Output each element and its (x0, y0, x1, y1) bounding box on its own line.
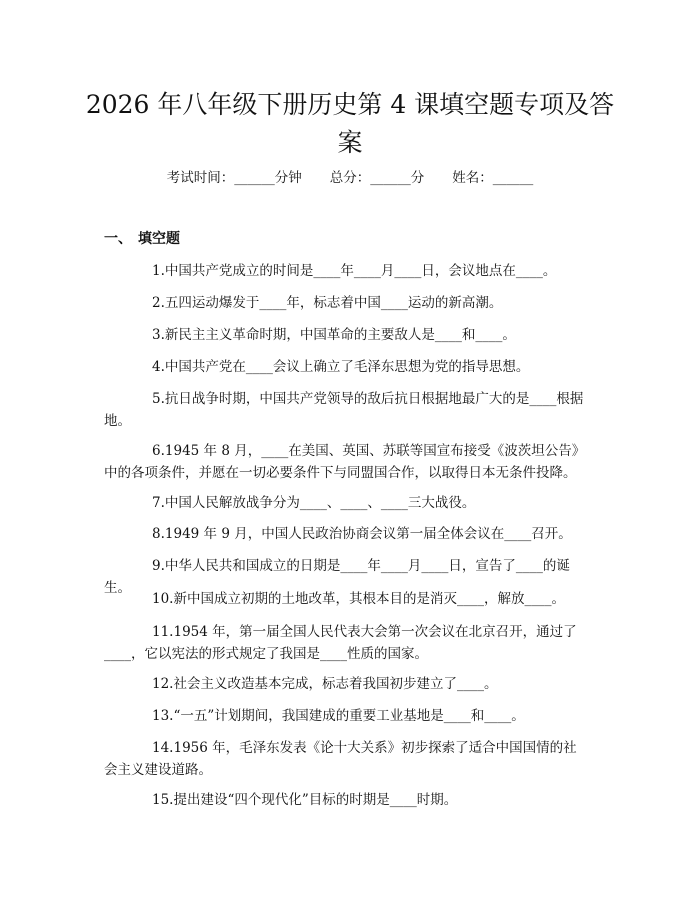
exam-meta-line (0, 168, 700, 188)
document-title: 2026 年八年级下册历史第 4 课填空题专项及答案 (85, 90, 615, 157)
total-score-field: 总分：______分 (329, 170, 425, 186)
question-item (104, 588, 590, 610)
question-text: 1954 年，第一届全国人民代表大会第一次会议在北京召开，通过了____，它以宪法的形式规定了我国是____性质的国家。 (104, 624, 577, 662)
question-text: 抗日战争时期，中国共产党领导的敌后抗日根据地最广大的是____根据地。 (104, 391, 584, 429)
question-number: 5. (152, 391, 165, 407)
question-number: 11. (152, 624, 174, 640)
question-number: 6. (152, 443, 165, 459)
question-text: “一五”计划期间，我国建成的重要工业基地是____和____。 (173, 708, 525, 724)
question-text: 新民主主义革命时期，中国革命的主要敌人是____和____。 (164, 327, 516, 343)
question-item (104, 440, 590, 484)
question-item (104, 324, 590, 346)
question-number: 15. (152, 792, 174, 808)
section-number: 一、 (104, 231, 132, 247)
question-number: 9. (152, 558, 165, 574)
question-text: 提出建设“四个现代化”目标的时期是____时期。 (173, 792, 458, 808)
question-item (104, 292, 590, 314)
section-heading (104, 229, 180, 249)
question-text: 1949 年 9 月，中国人民政治协商会议第一届全体会议在____召开。 (164, 526, 572, 542)
question-number: 10. (152, 591, 174, 607)
question-text: 社会主义改造基本完成，标志着我国初步建立了____。 (173, 676, 498, 692)
question-item (104, 523, 590, 545)
question-text: 中国共产党在____会议上确立了毛泽东思想为党的指导思想。 (164, 359, 530, 375)
question-text: 五四运动爆发于____年，标志着中国____运动的新高潮。 (164, 295, 503, 311)
question-number: 7. (152, 495, 165, 511)
question-text: 新中国成立初期的土地改革，其根本目的是消灭____，解放____。 (173, 591, 565, 607)
question-number: 13. (152, 708, 174, 724)
question-number: 3. (152, 327, 165, 343)
question-text: 1945 年 8 月，____在美国、英国、苏联等国宣布接受《波茨坦公告》中的各项条件，并愿在一切必要条件下与同盟国合作，以取得日本无条件投降。 (104, 443, 586, 481)
question-number: 2. (152, 295, 165, 311)
section-title: 填空题 (138, 231, 180, 247)
question-number: 8. (152, 526, 165, 542)
student-name-field: 姓名：______ (452, 170, 534, 186)
question-text: 1956 年，毛泽东发表《论十大关系》初步探索了适合中国国情的社会主义建设道路。 (104, 740, 577, 778)
question-item (104, 388, 590, 432)
question-number: 12. (152, 676, 174, 692)
question-item (104, 492, 590, 514)
question-item (104, 260, 590, 282)
question-number: 14. (152, 740, 174, 756)
question-number: 1. (152, 263, 165, 279)
question-item (104, 621, 590, 665)
question-text: 中国人民解放战争分为____、____、____三大战役。 (164, 495, 476, 511)
question-text: 中华人民共和国成立的日期是____年____月____日，宣告了____的诞生。 (104, 558, 570, 596)
question-item (104, 789, 590, 811)
question-item (104, 673, 590, 695)
exam-time-field: 考试时间：______分钟 (166, 170, 302, 186)
question-item (104, 356, 590, 378)
question-number: 4. (152, 359, 165, 375)
question-text: 中国共产党成立的时间是____年____月____日，会议地点在____。 (164, 263, 557, 279)
question-item (104, 705, 590, 727)
question-item (104, 737, 590, 781)
